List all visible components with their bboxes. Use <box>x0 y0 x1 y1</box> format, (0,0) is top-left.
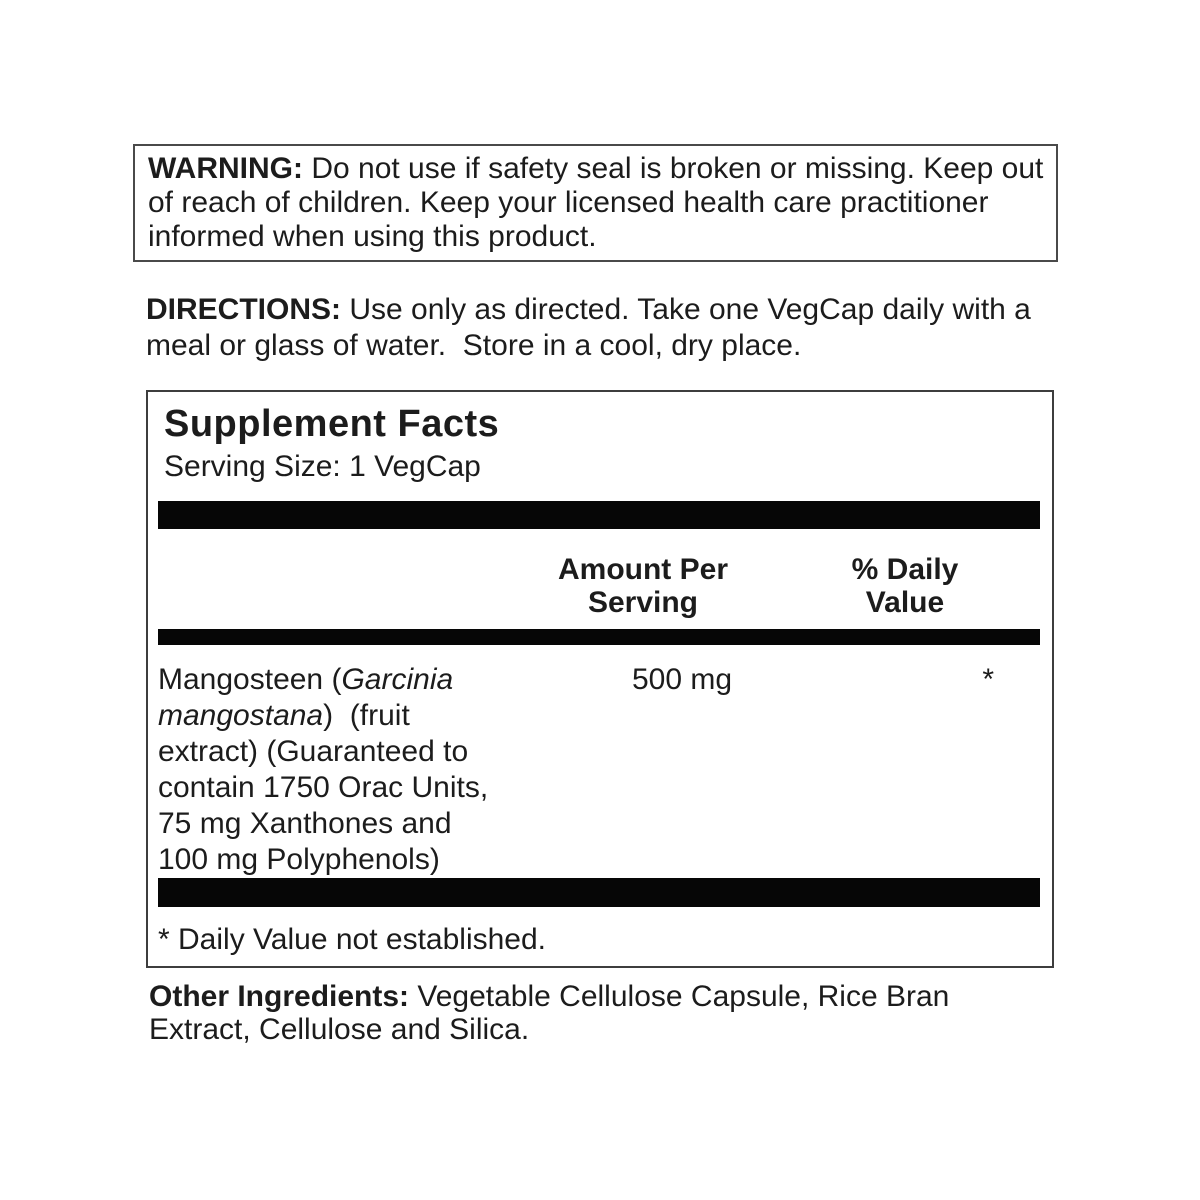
column-header-row <box>158 553 1040 619</box>
separator-bar-top <box>158 501 1040 529</box>
warning-box <box>133 144 1058 262</box>
warning-text: Do not use if safety seal is broken or missing. Keep out of reach of children. Keep your licensed health care practitioner informed when using this product. <box>148 152 1044 253</box>
column-header-amount: Amount Per Serving <box>557 553 728 619</box>
supplement-facts-title: Supplement Facts <box>164 403 500 445</box>
daily-value-footnote: * Daily Value not established. <box>158 923 547 956</box>
directions-paragraph <box>146 292 1046 364</box>
other-ingredients-paragraph <box>149 980 1009 1046</box>
other-ingredients-label: Other Ingredients: <box>149 980 410 1013</box>
other-ingredients-text: Vegetable Cellulose Capsule, Rice Bran Extract, Cellulose and Silica. <box>149 980 950 1046</box>
serving-size: Serving Size: 1 VegCap <box>164 450 481 483</box>
supplement-facts-panel <box>146 390 1054 968</box>
ingredient-row <box>158 662 1040 878</box>
separator-bar-middle <box>158 629 1040 645</box>
directions-text: Use only as directed. Take one VegCap daily with a meal or glass of water. Store in a cool, dry place. <box>146 293 1040 362</box>
column-header-spacer <box>158 553 498 619</box>
warning-label: WARNING: <box>148 152 303 185</box>
separator-bar-bottom <box>158 878 1040 907</box>
directions-label: DIRECTIONS: <box>146 293 341 326</box>
ingredient-amount: 500 mg <box>631 663 733 696</box>
column-header-daily-value: % Daily Value <box>851 553 959 619</box>
ingredient-name: Mangosteen (Garcinia mangostana) (fruit extract) (Guaranteed to contain 1750 Orac Units, 75 mg Xanthones and 100 mg Polyphenols) <box>158 663 497 876</box>
ingredient-daily-value: * <box>982 663 994 696</box>
